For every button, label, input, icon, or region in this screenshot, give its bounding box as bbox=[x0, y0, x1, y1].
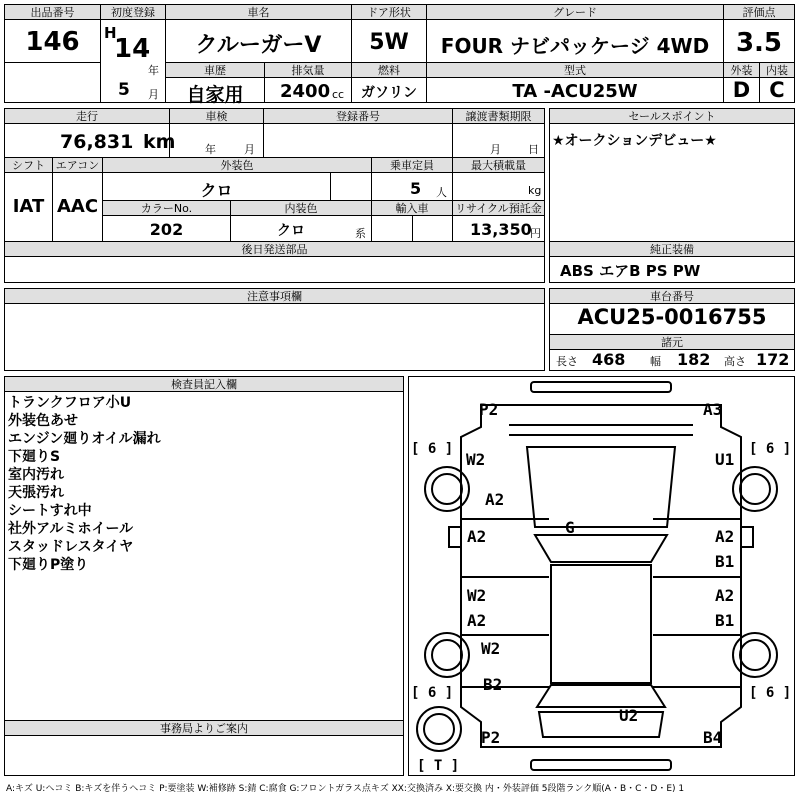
month-unit: 月 bbox=[148, 88, 159, 101]
transfer-label: 譲渡書類期限 bbox=[453, 109, 544, 124]
mileage-label: 走行 bbox=[5, 109, 169, 124]
history-value: 自家用 bbox=[186, 84, 244, 106]
inspection-month-unit: 月 bbox=[244, 143, 255, 156]
mark-w2-rl: W2 bbox=[481, 639, 501, 658]
chassis-label: 車台番号 bbox=[550, 289, 794, 304]
note-line: 下廻りS bbox=[8, 449, 61, 465]
score-label: 評価点 bbox=[724, 5, 794, 20]
note-line: エンジン廻りオイル漏れ bbox=[8, 431, 161, 447]
grade-label: グレード bbox=[427, 5, 723, 20]
tread-fr: [ 6 ] bbox=[749, 441, 792, 457]
height-label: 高さ bbox=[724, 355, 746, 368]
caution-label: 注意事項欄 bbox=[5, 289, 544, 304]
lot-label: 出品番号 bbox=[5, 5, 100, 20]
door-value: 5W bbox=[369, 30, 409, 55]
color-no-label: カラーNo. bbox=[103, 201, 230, 216]
mileage-unit: km bbox=[143, 131, 176, 153]
note-line: 天張汚れ bbox=[8, 485, 64, 501]
history-label: 車歴 bbox=[166, 63, 264, 78]
note-line: 外装色あせ bbox=[8, 413, 78, 429]
mark-a2-rr: A2 bbox=[715, 586, 735, 605]
mark-p2-top: P2 bbox=[479, 400, 499, 419]
exterior-value: D bbox=[732, 78, 751, 102]
car-name: クルーガーV bbox=[195, 33, 322, 58]
mark-p2-bot: P2 bbox=[481, 728, 501, 747]
int-color-label: 内装色 bbox=[231, 201, 371, 216]
shift-label: シフト bbox=[5, 158, 52, 173]
displacement-value: 2400 bbox=[280, 81, 331, 102]
import-label: 輸入車 bbox=[372, 201, 452, 216]
era: H bbox=[104, 24, 117, 42]
lot-value: 146 bbox=[25, 27, 80, 57]
mark-a2-lr: A2 bbox=[467, 611, 487, 630]
width-label: 幅 bbox=[650, 355, 661, 368]
ac-value: AAC bbox=[56, 196, 99, 217]
recycle-label: リサイクル預託金 bbox=[453, 201, 544, 216]
mark-w2-fl: W2 bbox=[466, 450, 486, 469]
genuine-label: 純正装備 bbox=[550, 242, 794, 257]
int-color-value: クロ bbox=[277, 223, 305, 239]
specs-label: 諸元 bbox=[550, 334, 794, 350]
mark-a2-hood: A2 bbox=[485, 490, 505, 509]
note-line: シートすれ中 bbox=[8, 503, 92, 519]
sales-point-box bbox=[549, 108, 795, 242]
car-diagram bbox=[409, 377, 794, 775]
max-load-unit: kg bbox=[528, 184, 542, 197]
mark-a2-lf: A2 bbox=[467, 527, 487, 546]
tread-rr: [ 6 ] bbox=[749, 685, 792, 701]
recycle-unit: 円 bbox=[530, 227, 541, 240]
sales-point-value: ★オークションデビュー★ bbox=[552, 133, 717, 149]
displacement-label: 排気量 bbox=[265, 63, 351, 78]
mark-g: G bbox=[565, 518, 575, 537]
car-name-label: 車名 bbox=[166, 5, 351, 20]
year-unit: 年 bbox=[148, 64, 159, 77]
mark-a2-rf: A2 bbox=[715, 527, 735, 546]
transfer-day-unit: 日 bbox=[528, 143, 539, 156]
displacement-unit: cc bbox=[332, 88, 345, 101]
note-line: 室内汚れ bbox=[8, 467, 64, 483]
model-label: 型式 bbox=[427, 63, 723, 78]
int-color-unit: 系 bbox=[355, 227, 366, 240]
month: 5 bbox=[118, 80, 130, 100]
mark-u1: U1 bbox=[715, 450, 735, 469]
recycle-value: 13,350 bbox=[470, 220, 532, 239]
mark-b1-rr: B1 bbox=[715, 611, 735, 630]
mileage-value: 76,831 bbox=[60, 131, 134, 153]
note-line: 下廻りP塗り bbox=[8, 557, 89, 573]
inspection-label: 車検 bbox=[170, 109, 263, 124]
office-label: 事務局よりご案内 bbox=[5, 721, 403, 736]
chassis-value: ACU25-0016755 bbox=[577, 305, 767, 329]
year: 14 bbox=[114, 34, 151, 64]
length-label: 長さ bbox=[556, 355, 578, 368]
height-value: 172 bbox=[756, 350, 790, 369]
ext-color-label: 外装色 bbox=[103, 158, 371, 173]
interior-value: C bbox=[769, 78, 785, 102]
max-load-label: 最大積載量 bbox=[453, 158, 544, 173]
mark-w2-lr: W2 bbox=[467, 586, 487, 605]
legend: A:キズ U:ヘコミ B:キズを伴うヘコミ P:要塗装 W:補修跡 S:錆 C:腐食 G:フロントガラス点キズ XX:交換済み X:要交換 内・外装評価 5段階ランク順(A・B・C・D・E) 1 bbox=[6, 784, 685, 794]
door-label: ドア形状 bbox=[352, 5, 426, 20]
mark-b4: B4 bbox=[703, 728, 723, 747]
note-line: 社外アルミホイール bbox=[8, 521, 134, 537]
note-line: トランクフロア小U bbox=[8, 395, 132, 411]
tread-spare: [ T ] bbox=[417, 758, 460, 774]
capacity-label: 乗車定員 bbox=[372, 158, 452, 173]
mark-a3: A3 bbox=[703, 400, 723, 419]
color-no-value: 202 bbox=[149, 220, 184, 239]
interior-label: 内装 bbox=[760, 63, 794, 78]
width-value: 182 bbox=[677, 350, 711, 369]
exterior-label: 外装 bbox=[724, 63, 759, 78]
first-reg-label: 初度登録 bbox=[101, 5, 165, 20]
sales-point-label: セールスポイント bbox=[550, 109, 794, 124]
capacity-value: 5 bbox=[410, 179, 422, 198]
transfer-month-unit: 月 bbox=[490, 143, 501, 156]
ac-label: エアコン bbox=[53, 158, 102, 173]
capacity-unit: 人 bbox=[436, 186, 447, 199]
length-value: 468 bbox=[592, 350, 626, 369]
shift-value: IAT bbox=[12, 196, 45, 217]
model-value: TA -ACU25W bbox=[512, 81, 638, 102]
tread-fl: [ 6 ] bbox=[411, 441, 454, 457]
inspection-year-unit: 年 bbox=[205, 143, 216, 156]
note-line: スタッドレスタイヤ bbox=[8, 539, 134, 555]
ext-color-value: クロ bbox=[200, 181, 233, 200]
genuine-value: ABS エアB PS PW bbox=[560, 262, 701, 280]
fuel-value: ガソリン bbox=[361, 85, 417, 101]
score-value: 3.5 bbox=[735, 28, 783, 58]
later-parts-label: 後日発送部品 bbox=[5, 242, 544, 257]
tread-rl: [ 6 ] bbox=[411, 685, 454, 701]
reg-no-label: 登録番号 bbox=[264, 109, 452, 124]
inspector-label: 検査員記入欄 bbox=[5, 377, 403, 392]
mark-b1-rf: B1 bbox=[715, 552, 735, 571]
inspector-notes bbox=[8, 394, 161, 574]
grade-value: FOUR ナビパッケージ 4WD bbox=[440, 34, 710, 58]
mark-b2: B2 bbox=[483, 675, 503, 694]
fuel-label: 燃料 bbox=[352, 63, 426, 78]
mark-u2: U2 bbox=[619, 706, 639, 725]
